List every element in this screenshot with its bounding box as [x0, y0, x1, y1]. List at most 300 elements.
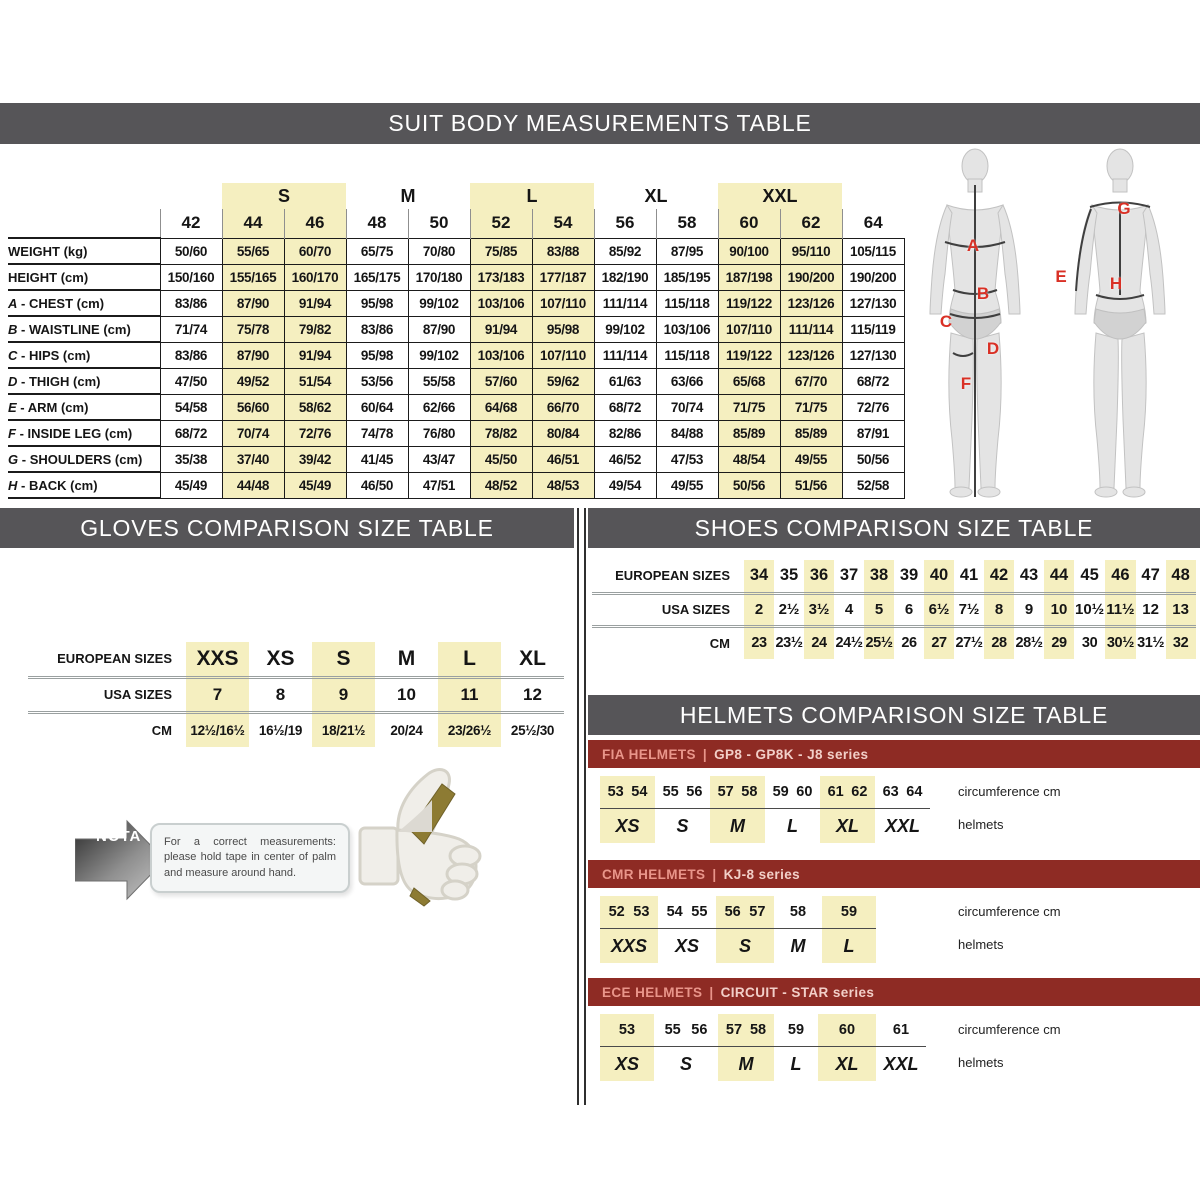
size-cell: 11 — [438, 677, 501, 712]
size-cell: 23 — [744, 626, 774, 659]
row-label: EUROPEAN SIZES — [592, 560, 744, 593]
size-number: 64 — [842, 209, 904, 238]
size-cell: 6 — [894, 593, 924, 626]
measurement-cell: 45/49 — [160, 472, 222, 498]
size-group-label: M — [400, 185, 416, 206]
suit-table-body — [8, 238, 904, 498]
helmet-size-label: L — [843, 936, 855, 956]
measurement-cell: 95/98 — [346, 290, 408, 316]
size-number: 56 — [594, 209, 656, 238]
measurement-cell: 95/98 — [532, 316, 594, 342]
circumference-value: 53 — [607, 784, 624, 800]
suit-table-title: SUIT BODY MEASUREMENTS TABLE — [388, 110, 812, 136]
size-cell: L — [438, 642, 501, 677]
size-cell: 20/24 — [390, 722, 423, 738]
circumference-values — [655, 776, 710, 809]
circumference-value: 58 — [789, 904, 807, 920]
measurement-cell: 123/126 — [780, 342, 842, 368]
measurement-cell: 103/106 — [656, 316, 718, 342]
helmet-separator: | — [702, 746, 708, 762]
helmet-size-group — [710, 776, 765, 843]
size-cell: 12½/16½ — [186, 712, 249, 747]
measurement-cell: 49/54 — [594, 472, 656, 498]
measurement-cell: 103/106 — [470, 342, 532, 368]
measurement-cell: 39/42 — [284, 446, 346, 472]
table-row — [592, 593, 1196, 626]
measurement-cell: 187/198 — [718, 264, 780, 290]
circumference-value: 53 — [633, 904, 650, 920]
helmet-series-bar — [588, 740, 1200, 768]
measurement-cell: 72/76 — [842, 394, 904, 420]
circumference-value: 61 — [827, 784, 844, 800]
size-cell: M — [375, 642, 438, 677]
circumference-values — [600, 1014, 654, 1047]
circumference-value: 59 — [772, 784, 789, 800]
table-row — [8, 290, 904, 316]
size-cell: 3½ — [804, 593, 834, 626]
measurement-cell: 95/110 — [780, 238, 842, 264]
helmet-size-label: XXS — [610, 936, 648, 956]
row-label: H - BACK (cm) — [8, 472, 160, 498]
measurement-cell: 61/63 — [594, 368, 656, 394]
circumference-values — [600, 776, 655, 809]
measurement-cell: 99/102 — [408, 342, 470, 368]
table-row — [8, 368, 904, 394]
size-group-label: S — [222, 183, 346, 209]
size-cell: 8 — [984, 593, 1014, 626]
helmet-size-groups — [600, 896, 876, 963]
measurement-cell: 107/110 — [718, 316, 780, 342]
row-label-text: ARM (cm) — [27, 399, 89, 415]
measurement-cell: 82/86 — [594, 420, 656, 446]
suit-measurements-table — [8, 183, 905, 499]
helmet-series: GP8 - GP8K - J8 series — [714, 746, 869, 762]
helmet-size-group — [820, 776, 875, 843]
circumference-values — [820, 776, 875, 809]
thumbs-up-measure-image — [352, 760, 512, 920]
size-cell: 26 — [901, 635, 917, 652]
figure-label-waistline: B — [976, 284, 990, 303]
circumference-value: 61 — [892, 1022, 910, 1038]
circumference-value: 53 — [618, 1022, 636, 1038]
size-cell: 13 — [1166, 593, 1196, 626]
measurement-cell: 79/82 — [284, 316, 346, 342]
size-cell: 28 — [984, 626, 1014, 659]
row-label-text: CHEST (cm) — [28, 295, 105, 311]
size-number: 60 — [718, 209, 780, 238]
table-row — [28, 642, 564, 677]
helmet-size-group — [655, 776, 710, 843]
size-cell: 16½/19 — [258, 722, 303, 738]
helmet-size-label: XS — [674, 936, 699, 956]
helmets-table-title: HELMETS COMPARISON SIZE TABLE — [679, 701, 1109, 728]
size-cell: 25½ — [864, 626, 894, 659]
measurement-cell: 127/130 — [842, 342, 904, 368]
measurement-cell: 111/114 — [594, 290, 656, 316]
measurement-cell: 105/115 — [842, 238, 904, 264]
helmets-row-label: helmets — [958, 1055, 1004, 1070]
circumference-values — [818, 1014, 876, 1047]
measurement-cell: 49/55 — [780, 446, 842, 472]
size-cell: 45 — [1074, 560, 1105, 593]
table-row — [8, 420, 904, 446]
measurement-cell: 190/200 — [842, 264, 904, 290]
size-group-row — [8, 183, 904, 209]
measurement-cell: 71/75 — [718, 394, 780, 420]
measurement-cell: 80/84 — [532, 420, 594, 446]
helmet-size-group — [818, 1014, 876, 1081]
measurement-cell: 45/49 — [284, 472, 346, 498]
measurement-cell: 41/45 — [346, 446, 408, 472]
size-cell: 34 — [744, 560, 774, 593]
measurement-cell: 150/160 — [160, 264, 222, 290]
circumference-value: 55 — [664, 1022, 681, 1038]
size-cell: 47 — [1136, 560, 1166, 593]
size-cell: 44 — [1044, 560, 1074, 593]
measurement-cell: 46/50 — [346, 472, 408, 498]
measurement-cell: 111/114 — [780, 316, 842, 342]
size-cell: 39 — [894, 560, 924, 593]
circumference-value: 58 — [749, 1022, 767, 1038]
helmet-size-group — [654, 1014, 718, 1081]
size-cell: 46 — [1105, 560, 1135, 593]
circumference-values — [876, 1014, 926, 1047]
measurement-cell: 68/72 — [160, 420, 222, 446]
helmet-row-labels — [958, 1014, 1061, 1080]
figure-label-inside-leg: F — [960, 374, 972, 393]
size-cell: 25½/30 — [510, 722, 555, 738]
measurement-cell: 76/80 — [408, 420, 470, 446]
size-number: 46 — [284, 209, 346, 238]
size-cell: 42 — [984, 560, 1014, 593]
measurement-cell: 65/68 — [718, 368, 780, 394]
measurement-cell: 49/55 — [656, 472, 718, 498]
size-cell: 23½ — [775, 635, 803, 652]
measurement-cell: 62/66 — [408, 394, 470, 420]
suit-table-head — [8, 183, 904, 238]
circumference-value: 63 — [882, 784, 899, 800]
circumference-row-label: circumference cm — [958, 784, 1061, 799]
circumference-value: 62 — [851, 784, 868, 800]
circumference-value: 57 — [749, 904, 766, 920]
size-cell: 48 — [1166, 560, 1196, 593]
fia-helmets-section — [588, 740, 1200, 842]
size-group-label: XL — [644, 185, 668, 206]
helmet-size-label: XL — [835, 816, 859, 836]
size-cell: 12 — [501, 677, 564, 712]
measurement-cell: 52/58 — [842, 472, 904, 498]
measurement-cell: 155/165 — [222, 264, 284, 290]
measurement-cell: 35/38 — [160, 446, 222, 472]
measurement-cell: 83/86 — [346, 316, 408, 342]
measurement-cell: 51/56 — [780, 472, 842, 498]
size-cell: 27½ — [955, 635, 983, 652]
helmet-brand: FIA HELMETS — [602, 746, 696, 762]
circumference-value: 58 — [741, 784, 758, 800]
measurement-cell: 78/82 — [470, 420, 532, 446]
size-cell: 11½ — [1105, 593, 1135, 626]
size-cell: 29 — [1044, 626, 1074, 659]
circumference-values — [774, 896, 822, 929]
measurement-cell: 49/52 — [222, 368, 284, 394]
measurement-cell: 60/64 — [346, 394, 408, 420]
row-label — [8, 238, 160, 264]
helmet-series: CIRCUIT - STAR series — [720, 984, 875, 1000]
measurement-cell: 84/88 — [656, 420, 718, 446]
circumference-values — [765, 776, 820, 809]
helmet-size-label: L — [787, 816, 798, 836]
helmet-size-label: M — [790, 936, 806, 956]
row-label: F - INSIDE LEG (cm) — [8, 420, 160, 446]
helmet-size-label: XL — [835, 1054, 859, 1074]
measurement-cell: 72/76 — [284, 420, 346, 446]
helmet-size-rows — [600, 896, 1200, 962]
row-label: EUROPEAN SIZES — [28, 642, 186, 677]
row-label: D - THIGH (cm) — [8, 368, 160, 394]
size-number: 44 — [222, 209, 284, 238]
helmets-row-label: helmets — [958, 817, 1004, 832]
helmet-size-label: L — [790, 1054, 802, 1074]
size-cell: 24 — [804, 626, 834, 659]
measurement-cell: 55/65 — [222, 238, 284, 264]
helmet-size-groups — [600, 776, 930, 843]
shoes-comparison-table — [592, 560, 1196, 659]
helmet-size-group — [600, 1014, 654, 1081]
size-group-label — [842, 183, 904, 209]
helmet-size-group — [600, 896, 658, 963]
circumference-values — [716, 896, 774, 929]
measurement-cell: 83/86 — [160, 290, 222, 316]
measurement-cell: 87/90 — [408, 316, 470, 342]
measurement-cell: 111/114 — [594, 342, 656, 368]
measurement-cell: 44/48 — [222, 472, 284, 498]
spacer-cell — [8, 183, 160, 209]
measurement-cell: 160/170 — [284, 264, 346, 290]
circumference-value: 52 — [608, 904, 625, 920]
size-number-row — [8, 209, 904, 238]
measurement-cell: 50/60 — [160, 238, 222, 264]
measurement-cell: 59/62 — [532, 368, 594, 394]
measurement-cell: 115/118 — [656, 342, 718, 368]
helmet-size-group — [876, 1014, 926, 1081]
size-cell: S — [312, 642, 375, 677]
figure-label-thigh: D — [986, 339, 1000, 358]
circumference-value: 57 — [717, 784, 734, 800]
measurement-cell: 46/52 — [594, 446, 656, 472]
row-label-text: INSIDE LEG (cm) — [27, 425, 133, 441]
row-letter: E — [8, 399, 17, 415]
row-label: CM — [151, 722, 172, 738]
helmet-size-label: S — [676, 816, 689, 836]
size-cell: 38 — [864, 560, 894, 593]
measurement-cell: 115/119 — [842, 316, 904, 342]
helmet-separator: | — [709, 984, 714, 1000]
size-number: 48 — [346, 209, 408, 238]
row-label: E - ARM (cm) — [8, 394, 160, 420]
gloves-table-header-bar — [0, 508, 574, 548]
measurement-cell: 85/89 — [718, 420, 780, 446]
table-row — [592, 626, 1196, 659]
measurement-cell: 87/90 — [222, 290, 284, 316]
table-row — [8, 446, 904, 472]
helmet-size-rows — [600, 776, 1200, 842]
measurement-cell: 170/180 — [408, 264, 470, 290]
size-cell: 10 — [375, 677, 438, 712]
size-cell: 40 — [924, 560, 954, 593]
size-cell: 10 — [1044, 593, 1074, 626]
helmet-size-groups — [600, 1014, 926, 1081]
measurement-cell: 99/102 — [594, 316, 656, 342]
cmr-helmets-section — [588, 860, 1200, 962]
ece-helmets-section — [588, 978, 1200, 1080]
measurement-cell: 87/95 — [656, 238, 718, 264]
row-label-text: HEIGHT (cm) — [8, 269, 89, 285]
table-row — [8, 316, 904, 342]
helmet-series: KJ-8 series — [723, 866, 801, 882]
size-cell: 43 — [1014, 560, 1044, 593]
row-label: A - CHEST (cm) — [8, 290, 160, 316]
measurement-cell: 127/130 — [842, 290, 904, 316]
measurement-cell: 85/92 — [594, 238, 656, 264]
row-letter: A — [8, 295, 18, 311]
measurement-cell: 107/110 — [532, 290, 594, 316]
table-row — [28, 677, 564, 712]
suit-table-header-bar — [0, 103, 1200, 144]
circumference-row-label: circumference cm — [958, 904, 1061, 919]
helmet-size-label: S — [738, 936, 751, 956]
measurement-cell: 56/60 — [222, 394, 284, 420]
measurement-cell: 91/94 — [284, 290, 346, 316]
figure-label-shoulders: G — [1117, 199, 1131, 218]
measurement-cell: 51/54 — [284, 368, 346, 394]
measurement-cell: 43/47 — [408, 446, 470, 472]
helmet-size-label: M — [738, 1054, 754, 1074]
size-cell: 7½ — [954, 593, 984, 626]
helmet-size-group — [716, 896, 774, 963]
measurement-cell: 68/72 — [842, 368, 904, 394]
size-cell: 9 — [1014, 593, 1044, 626]
measurement-cell: 50/56 — [718, 472, 780, 498]
circumference-row-label: circumference cm — [958, 1022, 1061, 1037]
table-row — [8, 394, 904, 420]
row-label-text: BACK (cm) — [28, 477, 98, 493]
size-group-label: XXL — [718, 183, 842, 209]
row-label: G - SHOULDERS (cm) — [8, 446, 160, 472]
helmet-size-label: XS — [615, 816, 640, 836]
measurement-cell: 47/53 — [656, 446, 718, 472]
measurement-cell: 71/74 — [160, 316, 222, 342]
helmet-size-group — [765, 776, 820, 843]
size-group-label — [160, 183, 222, 209]
measurement-cell: 75/78 — [222, 316, 284, 342]
helmet-size-group — [600, 776, 655, 843]
circumference-value: 57 — [725, 1022, 743, 1038]
circumference-values — [718, 1014, 774, 1047]
measurement-cell: 173/183 — [470, 264, 532, 290]
measurement-cell: 85/89 — [780, 420, 842, 446]
size-cell: XL — [501, 642, 564, 677]
size-cell: 9 — [312, 677, 375, 712]
size-cell: 4 — [834, 593, 864, 626]
helmet-size-group — [718, 1014, 774, 1081]
helmet-brand: CMR HELMETS — [602, 866, 706, 882]
row-label: USA SIZES — [28, 677, 186, 712]
measurement-cell: 87/91 — [842, 420, 904, 446]
circumference-value: 60 — [838, 1022, 856, 1038]
circumference-values — [654, 1014, 718, 1047]
measurement-cell: 46/51 — [532, 446, 594, 472]
size-cell: 37 — [834, 560, 864, 593]
circumference-value: 64 — [906, 784, 923, 800]
circumference-value: 56 — [686, 784, 703, 800]
row-letter: C — [8, 347, 18, 363]
helmet-size-group — [875, 776, 930, 843]
helmet-separator: | — [712, 866, 717, 882]
size-number: 42 — [160, 209, 222, 238]
helmets-row-label: helmets — [958, 937, 1004, 952]
row-letter: F — [8, 425, 16, 441]
size-cell: 23/26½ — [438, 712, 501, 747]
measurement-cell: 64/68 — [470, 394, 532, 420]
measurement-cell: 95/98 — [346, 342, 408, 368]
row-letter: B — [8, 321, 18, 337]
measurement-cell: 115/118 — [656, 290, 718, 316]
measurement-cell: 63/66 — [656, 368, 718, 394]
figure-label-back: H — [1109, 274, 1123, 293]
table-row — [8, 238, 904, 264]
measurement-cell: 53/56 — [346, 368, 408, 394]
size-cell: 24½ — [835, 635, 863, 652]
nota-label: NOTA — [96, 828, 142, 845]
helmet-size-group — [822, 896, 876, 963]
helmet-size-group — [774, 1014, 818, 1081]
measurement-cell: 182/190 — [594, 264, 656, 290]
shoes-table-header-bar — [588, 508, 1200, 548]
table-row — [592, 560, 1196, 593]
spacer-cell — [8, 209, 160, 238]
helmets-table-header-bar — [588, 695, 1200, 735]
circumference-value: 59 — [787, 1022, 805, 1038]
helmet-size-group — [774, 896, 822, 963]
helmet-size-label: XXL — [883, 1054, 919, 1074]
circumference-values — [658, 896, 716, 929]
measurement-cell: 48/54 — [718, 446, 780, 472]
circumference-value: 55 — [691, 904, 708, 920]
figure-label-chest: A — [966, 236, 980, 255]
row-label: USA SIZES — [592, 593, 744, 626]
size-number: 58 — [656, 209, 718, 238]
size-cell: 41 — [954, 560, 984, 593]
measurement-cell: 99/102 — [408, 290, 470, 316]
measurement-cell: 190/200 — [780, 264, 842, 290]
size-cell: 36 — [804, 560, 834, 593]
size-number: 62 — [780, 209, 842, 238]
size-cell: 31½ — [1137, 635, 1165, 652]
table-row — [8, 264, 904, 290]
measurement-cell: 123/126 — [780, 290, 842, 316]
helmet-size-label: XXL — [884, 816, 920, 836]
measurement-cell: 185/195 — [656, 264, 718, 290]
measurement-cell: 91/94 — [284, 342, 346, 368]
measurement-cell: 87/90 — [222, 342, 284, 368]
measurement-cell: 74/78 — [346, 420, 408, 446]
size-cell: 28½ — [1015, 635, 1043, 652]
measurement-cell: 70/80 — [408, 238, 470, 264]
measurement-cell: 47/50 — [160, 368, 222, 394]
mannequin-figures-image — [915, 145, 1200, 505]
size-number: 54 — [532, 209, 594, 238]
circumference-values — [774, 1014, 818, 1047]
